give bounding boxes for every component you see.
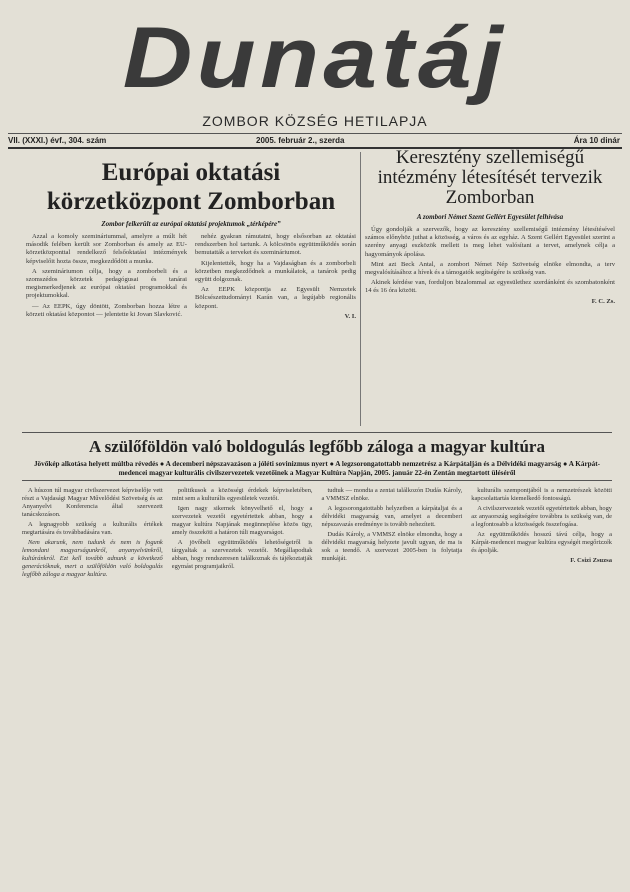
paragraph: Azzal a komoly szemináriummal, amelyre a múlt hét második felében került sor Zomborban és amely az EU-körzetközponttal rendelkező felsőoktatási intézmények képviselőit hozta össze, megkezdődött a munka.: [26, 233, 187, 265]
article-education-center: [26, 158, 356, 426]
paragraph: Az EEPK központja az Egyesült Nemzetek Bölcsészettudományi Karán van, a legújabb regionális központ.: [195, 286, 356, 310]
issue-date: 2005. február 2., szerda: [256, 136, 345, 145]
paragraph: A húszon túl magyar civilszervezet képviselője vett részt a Vajdasági Magyar Művelődési Szövetség és az Anyanyelvi Konferencia által szervezett tanácskozáson.: [22, 487, 163, 518]
article-title: Európai oktatási körzetközpont Zomborban: [46, 159, 336, 215]
paragraph: nehéz gyakran rámutatni, hogy elsősorban az oktatási rendszerben hol tartunk. A kölcsönös együttműködés során bemutatták a terveket és szemináriumot.: [195, 233, 356, 257]
paragraph: politikusok a közösségi érdekek képviseletében, mint sem a kulturális egyesületek vezetői.: [171, 487, 313, 502]
issue-number: VII. (XXXI.) évf., 304. szám: [8, 136, 107, 145]
article-signature: F. C. Zs.: [591, 297, 615, 305]
paragraph: Kijelentették, hogy ha a Vajdaságban és a zomborbeli körzetben megkezdődnek a munkálatok, a tanárok pedig együtt dolgoznak.: [195, 259, 356, 284]
paragraph: Az együttműködés hosszú távú célja, hogy a Kárpát-medencei magyar kultúra egységét megőrizzék és ápolják.: [471, 531, 612, 554]
paragraph: A civilszervezetek vezetői egyetértettek abban, hogy az anyaország segítségére továbbra is szükség van, de a legfontosabb a közösségek összefogása.: [471, 505, 612, 528]
paragraph: Úgy gondolják a szervezők, hogy az keresztény szellemiségű intézmény létesítésével számos előnyhöz juthat a közösség, a város és az egyház. A Szent Gellért Egyesület szerint a szerény anyagi eszközök mellett is meg lehet valósítani a tervet, amelynek célja a hagyományok ápolása.: [365, 226, 615, 258]
article-lead: Zombor felkerült az európai oktatási projektumok „térképére”: [101, 220, 281, 228]
article-column: [22, 487, 163, 581]
issue-price: Ára 10 dinár: [573, 136, 620, 145]
paragraph: Dudás Károly, a VMMSZ elnöke elmondta, hogy a délvidéki magyarság helyzete javult ugyan, de ma is sok a teendő. A szervezet 2005-ben is folytatja munkáját.: [321, 531, 463, 562]
italic-quote: Nem akarunk, nem tudunk és nem is fogunk lemondani magyarságunkról, anyanyelvünkről, kultúránkról. Ezt kell tovább adnunk a következő generációknak, mert a szülőföldön való boldogulás legfőbb záloga a magyar kultúra.: [22, 539, 163, 578]
paragraph: A legzsorongatottabb helyzetben a kárpátaljai és a délvidéki magyarság van, amelyet a decemberi népszavazás eredménye is tovább nehezített.: [321, 505, 463, 528]
article-title: Keresztény szellemiségű intézmény létesítését tervezik Zomborban: [377, 147, 603, 208]
masthead-rule: [8, 133, 622, 134]
article-column: [195, 233, 356, 321]
article-column: [471, 487, 612, 581]
paragraph: A jövőbeli együttműködés lehetőségeiről is tárgyaltak a szervezetek vezetői. Megállapodtak abban, hogy rendszeresen találkoznak és tájékoztatják egymást programjaikról.: [171, 539, 313, 570]
paragraph: — Az EEPK, úgy döntött, Zomborban hozza létre a körzeti oktatási központot — jelentette ki Jovan Slavković.: [26, 302, 187, 318]
article-column: [172, 487, 313, 581]
masthead: [0, 0, 630, 135]
article-signature: F. Csizi Zsuzsa: [570, 557, 612, 564]
article-column: [26, 233, 187, 321]
paragraph: A szemináriumon célja, hogy a zomborbeli és a szomszédos körzetek pedagógusai és tanárai megismerkedjenek az európai oktatási programokkal és projektumokkal.: [26, 267, 187, 300]
paragraph: kulturális szempontjából is a nemzetrészek közötti kapcsolattartás kiemelkedő fontosságú.: [471, 487, 612, 502]
newspaper-title: Dunatáj: [122, 10, 508, 106]
column-divider: [360, 152, 361, 426]
headline-box: [22, 432, 612, 481]
paragraph: Mint azt Beck Antal, a zombori Német Nép Szövetség elnöke elmondta, a terv megvalósításához a hívek és a támogatók segítségére is szükség van.: [365, 260, 615, 277]
article-column: [365, 226, 615, 306]
paragraph: A legnagyobb szükség a kulturális értékek megtartására és továbbadására van.: [22, 521, 163, 536]
article-title: A szülőföldön való boldogulás legfőbb záloga a magyar kultúra: [89, 437, 545, 456]
article-hungarian-culture: [22, 432, 612, 887]
article-lead: A zombori Német Szent Gellért Egyesület felhívása: [416, 213, 564, 221]
paragraph: tudtuk — mondta a zentai találkozón Dudás Károly, a VMMSZ elnöke.: [321, 487, 463, 502]
newspaper-subtitle: ZOMBOR KÖZSÉG HETILAPJA: [202, 113, 428, 129]
article-column: [322, 487, 463, 581]
article-lead: Jövőkép alkotása helyett múltba révedés ● A decemberi népszavazáson a jóléti sovinizmus nyert ● A legzsorongatottabb nemzetrész a Kárpátalján és a Délvidéki magyarság ● A Kárpát-medencei magyar kulturális civilszervezetek vezetőinek a Magyar Kultúra Napján, 2005. január 22-én Zentán megtartott üléséről: [33, 460, 601, 477]
paragraph: Igen nagy sikernek könyvelhető el, hogy a szervezetek vezetői egyetértettek abban, hogy a magyar kultúra Napjának megünneplése közös ügy, amely összeköti a határon túli magyarságot.: [171, 505, 313, 536]
article-signature: V. I.: [344, 312, 356, 320]
article-christian-institution: [365, 148, 615, 426]
paragraph: Akinek kérdése van, forduljon bizalommal az egyesülethez szerdánként és szombatonként 14 és 16 óra között.: [365, 279, 615, 295]
